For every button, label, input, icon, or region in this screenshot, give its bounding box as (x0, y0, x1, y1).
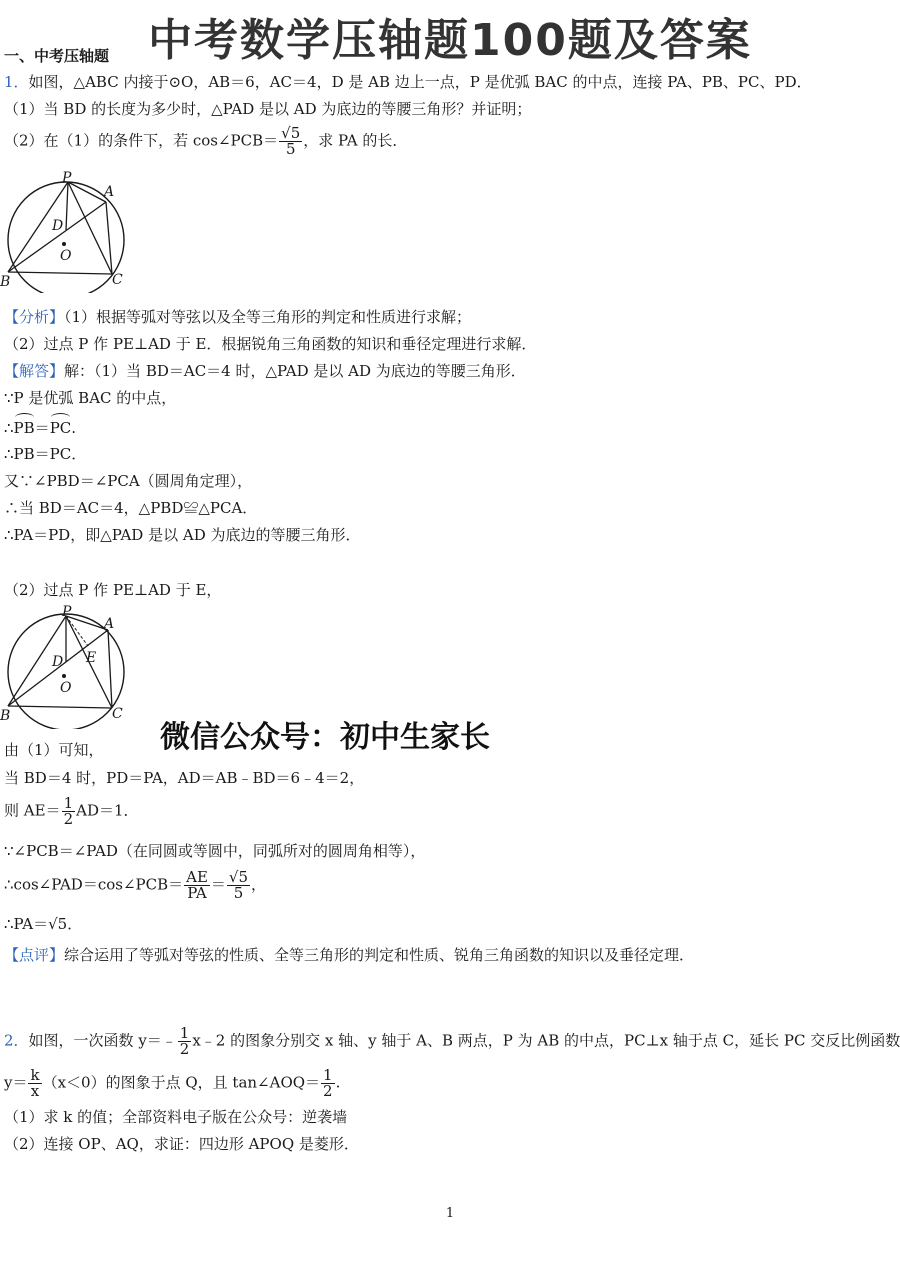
q1-figure-2 (0, 604, 140, 729)
frac-den: PA (187, 884, 207, 902)
l12-post: ， (251, 875, 267, 894)
q1-line-11: ∵∠PCB＝∠PAD（在同圆或等圆中，同弧所对的圆周角相等）， (4, 842, 426, 860)
l12-pre: ∴cos∠PAD＝cos∠PCB＝ (4, 875, 184, 894)
fig1-label-d: D (52, 218, 64, 234)
q1-figure (0, 168, 140, 293)
frac-den: 2 (63, 810, 74, 828)
answer-tag: 【解答】 (4, 362, 65, 380)
comment-tag: 【点评】 (4, 946, 65, 964)
q1-line-10 (4, 796, 139, 827)
q2-line-2 (4, 1068, 340, 1099)
answer-text-1: 解：（1）当 BD＝AC＝4 时，△PAD 是以 AD 为底边的等腰三角形． (64, 362, 526, 380)
q1-stem (4, 72, 812, 92)
frac-num: 1 (179, 1024, 190, 1042)
q2-l2-post: . (335, 1073, 341, 1092)
l12-eq: ＝ (210, 875, 226, 894)
frac-num: AE (186, 868, 208, 886)
q1-line-7: （2）过点 P 作 PE⊥AD 于 E， (4, 581, 222, 599)
q1-part1: （1）当 BD 的长度为多少时，△PAD 是以 AD 为底边的等腰三角形？并证明； (4, 100, 532, 118)
arc-pb: PB (13, 419, 35, 437)
q2-l2-mid: （x＜0）的图象于点 Q，且 tan∠AOQ＝ (42, 1073, 321, 1092)
q2-stem-post: x﹣2 的图象分别交 x 轴、y 轴于 A、B 两点，P 为 AB 的中点，PC⊥x 轴于点 C，延长 PC 交反比例函数 (192, 1031, 900, 1050)
q1-comment (4, 945, 694, 965)
fig1-label-a: A (104, 184, 115, 200)
fig1-label-o: O (60, 248, 72, 264)
arc-pc: PC (49, 419, 72, 437)
fig2-label-a: A (104, 616, 115, 632)
l2-pre: ∴ (4, 419, 14, 437)
q1-line-8: 由（1）可知， (4, 741, 104, 759)
frac-den: 5 (233, 884, 244, 902)
watermark: 微信公众号：初中生家长 (160, 720, 490, 755)
l12-fraction-1 (184, 870, 210, 901)
fig1-label-b: B (0, 274, 11, 290)
q1-line-4: 又∵∠PBD＝∠PCA（圆周角定理）， (4, 472, 253, 490)
fig2-label-p: P (62, 604, 72, 620)
l12-fraction-2 (227, 870, 250, 901)
q2-tan-fraction (321, 1068, 335, 1099)
analysis-text-1: （1）根据等弧对等弦以及全等三角形的判定和性质进行求解； (64, 308, 472, 326)
frac-den: 5 (285, 140, 296, 158)
q1-part2-fraction (279, 126, 302, 157)
q1-analysis-2: （2）过点 P 作 PE⊥AD 于 E．根据锐角三角函数的知识和垂径定理进行求解． (4, 335, 537, 353)
q1-line-2 (4, 418, 76, 438)
q1-line-3: ∴PB＝PC． (4, 445, 87, 463)
q1-line-5: ∴当 BD＝AC＝4，△PBD≌△PCA． (4, 499, 258, 517)
q1-line-6: ∴PA＝PD，即△PAD 是以 AD 为底边的等腰三角形． (4, 526, 361, 544)
q2-stem-pre: 如图，一次函数 y＝﹣ (28, 1031, 177, 1050)
analysis-tag: 【分析】 (4, 308, 65, 326)
fig2-label-c: C (112, 706, 123, 722)
frac-den: 2 (323, 1082, 333, 1100)
q2-number: 2． (4, 1031, 29, 1050)
fig2-label-e: E (86, 650, 97, 666)
comment-text: 综合运用了等弧对等弦的性质、全等三角形的判定和性质、锐角三角函数的知识以及垂径定理． (64, 946, 695, 964)
q1-part2-post: ，求 PA 的长． (303, 131, 408, 150)
q1-analysis-1 (4, 307, 471, 327)
frac-num: √5 (281, 124, 301, 142)
q1-stem-text: 如图，△ABC 内接于⊙O，AB＝6，AC＝4，D 是 AB 边上一点，P 是优弧 BAC 的中点，连接 PA、PB、PC、PD． (28, 73, 812, 91)
q1-line-9: 当 BD＝4 时，PD＝PA，AD＝AB﹣BD＝6﹣4＝2， (4, 769, 365, 787)
l10-pre: 则 AE＝ (4, 801, 61, 820)
q1-line-1: ∵P 是优弧 BAC 的中点， (4, 389, 177, 407)
frac-num: k (30, 1066, 40, 1084)
q2-part2: （2）连接 OP、AQ，求证：四边形 APOQ 是菱形． (4, 1135, 359, 1153)
q2-kx-fraction (28, 1068, 41, 1099)
l2-mid: ＝ (34, 419, 50, 437)
fig2-label-b: B (0, 708, 11, 724)
q2-l2-pre: y＝ (4, 1073, 28, 1092)
q2-part1: （1）求 k 的值；全部资料电子版在公众号：逆袭墙 (4, 1108, 348, 1126)
section-heading: 一、中考压轴题 (4, 47, 110, 65)
q2-stem-fraction (178, 1026, 192, 1057)
fig2-label-d: D (52, 654, 64, 670)
fig2-label-o: O (60, 680, 72, 696)
q2-stem (4, 1026, 900, 1057)
page-number: 1 (445, 1206, 455, 1221)
frac-den: 2 (179, 1040, 190, 1058)
l2-post: . (71, 419, 77, 437)
fig1-label-p: P (62, 170, 72, 186)
q1-number: 1． (4, 73, 29, 91)
l10-post: AD＝1． (76, 801, 139, 820)
fig1-label-c: C (112, 272, 123, 288)
q1-line-13: ∴PA＝√5． (4, 915, 83, 933)
q1-part2-pre: （2）在（1）的条件下，若 cos∠PCB＝ (4, 131, 279, 150)
q1-part2 (4, 126, 407, 157)
frac-num: √5 (228, 868, 249, 886)
q1-line-12 (4, 870, 266, 901)
frac-num: 1 (63, 794, 74, 812)
frac-den: x (30, 1082, 40, 1100)
frac-num: 1 (323, 1066, 333, 1084)
document-title: 中考数学压轴题100题及答案 (148, 15, 752, 66)
q1-answer-1 (4, 361, 526, 381)
l10-fraction (62, 796, 76, 827)
